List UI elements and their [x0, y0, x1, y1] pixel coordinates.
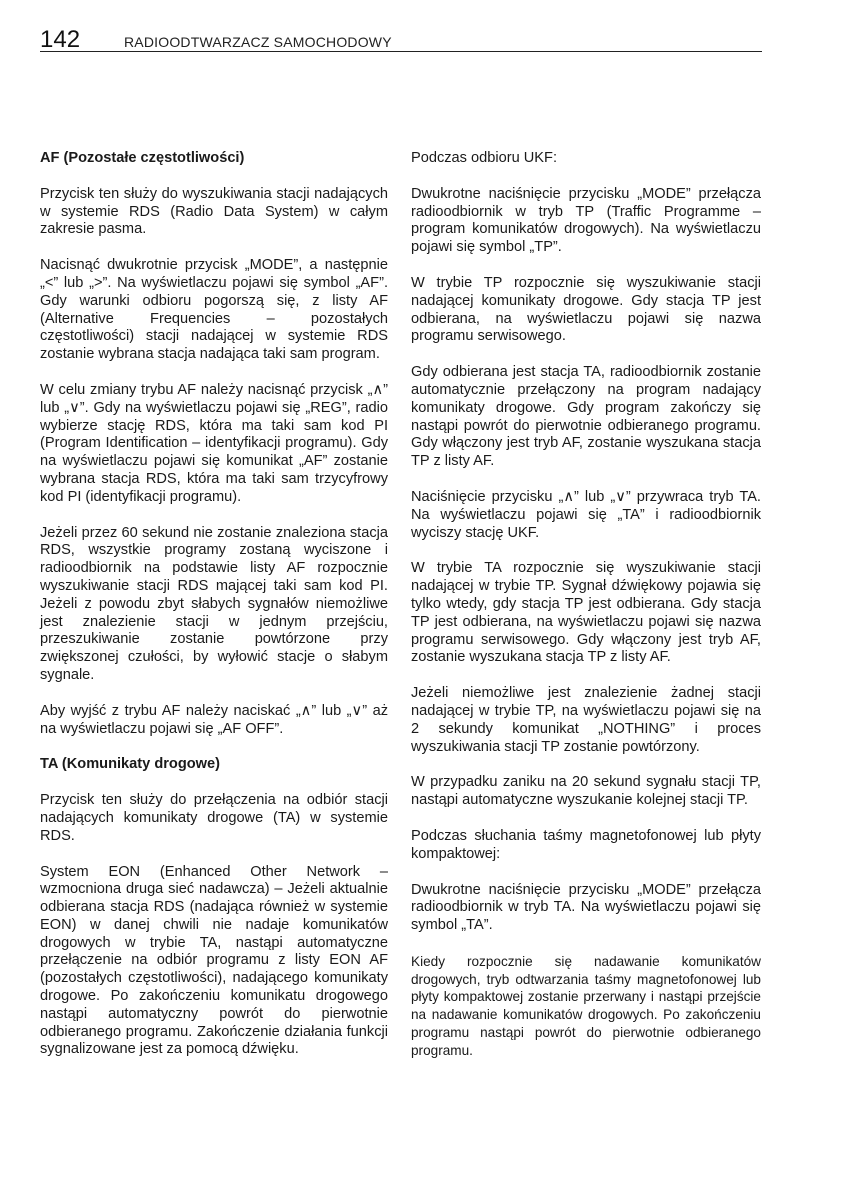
right-column — [411, 150, 761, 1060]
left-column — [40, 150, 388, 1059]
paragraph: Podczas odbioru UKF: — [411, 150, 558, 166]
page-header — [40, 26, 762, 54]
paragraph: System EON (Enhanced Other Network – wzmocniona druga sieć nadawcza) – Jeżeli aktualnie odbierana stacja RDS (nadająca również w systemie EON) w danej chwili nie nadaje komunikatów drogowych w trybie TA, nastąpi automatyczne przełączenie na odbiór programu z listy EON AF (pozostałych częstotliwości), nadającego komunikaty drogowe. Po zakończeniu komunikatu drogowego nastąpi automatyczny powrót do pierwotnie odbieranego programu. Zakończenie działania funkcji sygnalizowane jest za pomocą dźwięku. — [40, 863, 388, 1058]
paragraph: Przycisk ten służy do przełączenia na odbiór stacji nadających komunikaty drogowe (TA) w systemie RDS. — [40, 792, 388, 844]
section-title: RADIOODTWARZACZ SAMOCHODOWY — [124, 34, 392, 50]
paragraph: Przycisk ten służy do wyszukiwania stacji nadających w systemie RDS (Radio Data System) w całym zakresie pasma. — [40, 185, 388, 238]
paragraph: Naciśnięcie przycisku „∧” lub „∨” przywraca tryb TA. Na wyświetlaczu pojawi się „TA” i radioodbiornik wyciszy stację UKF. — [411, 488, 761, 541]
section-heading-af: AF (Pozostałe częstotliwości) — [40, 150, 245, 166]
paragraph: Dwukrotne naciśnięcie przycisku „MODE” przełącza radioodbiornik w tryb TP (Traffic Programme – program komunikatów drogowych). Na wyświetlaczu pojawi się symbol „TP”. — [411, 185, 761, 256]
paragraph: Nacisnąć dwukrotnie przycisk „MODE”, a następnie „<” lub „>”. Na wyświetlaczu pojawi się symbol „AF”. Gdy warunki odbioru pogorszą się, z listy AF (Alternative Frequencies – pozostałych częstotliwości) stacji nadającej w systemie RDS zostanie wybrana stacja nadająca taki sam program. — [40, 257, 388, 363]
paragraph: W przypadku zaniku na 20 sekund sygnału stacji TP, nastąpi automatyczne wyszukanie kolejnej stacji TP. — [411, 774, 761, 809]
paragraph: Gdy odbierana jest stacja TA, radioodbiornik zostanie automatycznie przełączony na program nadający komunikaty drogowe. Gdy program zakończy się nastąpi powrót do pierwotnie odbieranego programu. Gdy włączony jest tryb AF, zostanie wyszukana stacja TP z listy AF. — [411, 364, 761, 470]
paragraph: W celu zmiany trybu AF należy nacisnąć przycisk „∧” lub „∨”. Gdy na wyświetlaczu pojawi się „REG”, radio wybierze stację RDS, która ma taki sam kod PI (Program Identification – identyfikacji programu). Gdy na wyświetlaczu pojawi się komunikat „AF” zostanie wybrana stacja RDS, która ma taki sam trzycyfrowy kod PI (identyfikacji programu). — [40, 381, 388, 505]
paragraph: W trybie TA rozpocznie się wyszukiwanie stacji nadającej w trybie TP. Sygnał dźwiękowy pojawia się tylko wtedy, gdy stacja TP jest odbierana. Gdy stacja TP jest odbierana, na wyświetlaczu pojawi się nazwa programu serwisowego. Gdy włączony jest tryb AF, zostanie wyszukana stacja TP z listy AF. — [411, 560, 761, 666]
paragraph: Jeżeli niemożliwe jest znalezienie żadnej stacji nadającej w trybie TP, na wyświetlaczu pojawi się na 2 sekundy komunikat „NOTHING” i proces wyszukiwania stacji TP zostanie powtórzony. — [411, 685, 761, 755]
header-rule — [40, 51, 762, 52]
paragraph: Podczas słuchania taśmy magnetofonowej lub płyty kompaktowej: — [411, 827, 761, 862]
paragraph: Dwukrotne naciśnięcie przycisku „MODE” przełącza radioodbiornik w tryb TA. Na wyświetlaczu pojawi się symbol „TA”. — [411, 881, 761, 934]
paragraph: W trybie TP rozpocznie się wyszukiwanie stacji nadającej komunikaty drogowe. Gdy stacja TP jest odbierana, na wyświetlaczu pojawi się nazwa programu serwisowego. — [411, 274, 761, 345]
paragraph: Jeżeli przez 60 sekund nie zostanie znaleziona stacja RDS, wszystkie programy zostaną wyciszone i radioodbiornik na podstawie listy AF rozpocznie wyszukiwanie stacji RDS mającej taki sam kod PI. Jeżeli z powodu zbyt słabych sygnałów niemożliwe jest znalezienie stacji w jednym przejściu, przeszukiwanie zostanie powtórzone przy zwiększonej czułości, by wyłowić stacje o słabym sygnale. — [40, 524, 388, 683]
section-heading-ta: TA (Komunikaty drogowe) — [40, 756, 220, 773]
paragraph: Kiedy rozpocznie się nadawanie komunikatów drogowych, tryb odtwarzania taśmy magnetofonowej lub płyty kompaktowej zostanie przerwany i nastąpi przejście na nadawanie komunikatów drogowych. Po zakończeniu programu nastąpi powrót do pierwotnie odbieranego programu. — [411, 953, 761, 1058]
paragraph: Aby wyjść z trybu AF należy naciskać „∧” lub „∨” aż na wyświetlaczu pojawi się „AF OFF”. — [40, 702, 388, 737]
page-number: 142 — [40, 26, 81, 53]
